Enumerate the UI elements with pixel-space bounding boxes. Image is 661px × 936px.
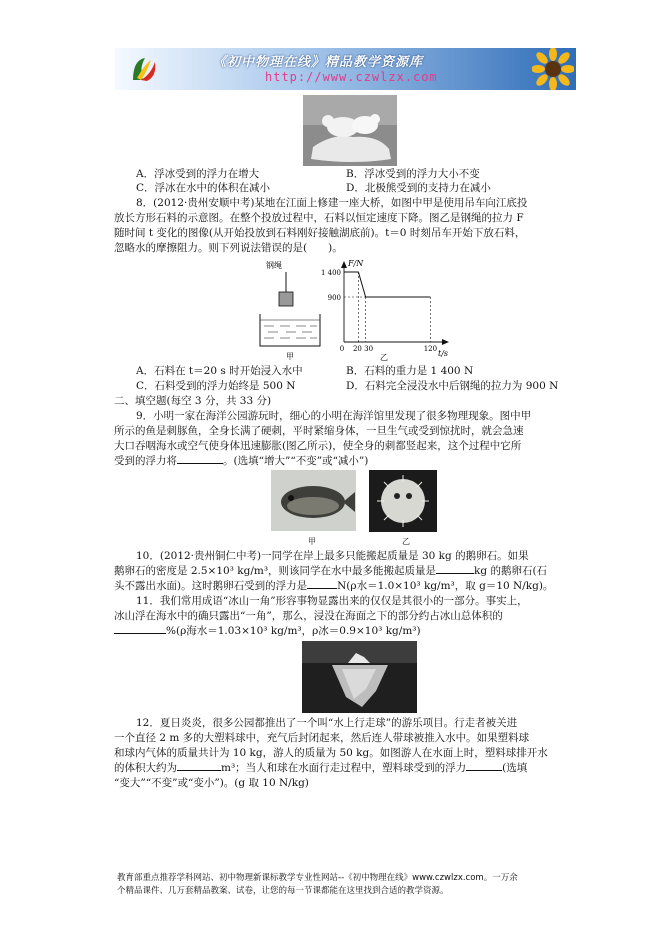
q9-answer-blank[interactable] [177, 463, 223, 464]
force-time-chart [316, 256, 456, 362]
x-tick-label: 0 [339, 345, 345, 353]
force-series-line [344, 272, 430, 297]
q8-line-4: 忽略水的摩擦阻力。则下列说法错误的是( )。 [114, 242, 343, 254]
site-title: 《初中物理在线》精品教学资源库 [213, 55, 424, 70]
q9-fig-jia-label: 甲 [308, 537, 316, 546]
q10-line-3: 头不露出水面)。这时鹅卵石受到的浮力是 N(ρ水＝1.0×10³ kg/m³，取 g＝10 N/kg)。 [114, 580, 554, 592]
x-tick-label: 20 [352, 345, 362, 353]
pufferfish-normal-photo [271, 470, 356, 531]
q8-line-1: 8．(2012·贵州安顺中考)某地在江面上修建一座大桥，如图中甲是使用吊车向江底投 [136, 197, 528, 209]
q11-line-1: 11．我们常用成语“冰山一角”形容事物显露出来的仅仅是其很小的一部分。事实上， [136, 595, 528, 607]
iceberg-photo [302, 641, 417, 713]
q9-line-4: 受到的浮力将 。(选填“增大”“不变”或“减小”) [114, 455, 369, 467]
q11-answer-blank[interactable] [114, 633, 166, 634]
q9-line-2: 所示的鱼是刺豚鱼，全身长满了硬刺，平时紧缩身体，一旦生气或受到惊扰时，就会急速 [114, 425, 524, 437]
x-axis-label: t/s [438, 349, 449, 358]
y-axis-label: F/N [348, 259, 364, 268]
q8-line-2: 放长方形石料的示意图。在整个投放过程中，石料以恒定速度下降。图乙是钢绳的拉力 F [114, 212, 524, 224]
page-footer [117, 872, 557, 898]
q9-line-1: 9．小明一家在海洋公园游玩时，细心的小明在海洋馆里发现了很多物理现象。图中甲 [136, 410, 532, 422]
q12-line-5: “变大”“不变”或“变小”)。(g 取 10 N/kg) [114, 777, 309, 789]
q7-option-b: B．浮冰受到的浮力大小不变 [346, 168, 480, 180]
x-axis-arrow [442, 339, 449, 345]
y-axis-arrow [341, 261, 347, 268]
q8-option-a: A．石料在 t＝20 s 时开始浸入水中 [136, 365, 303, 377]
q12-line-4: 的体积大约为 m³；当人和球在水面行走过程中，塑料球受到的浮力 (选填 [114, 762, 528, 774]
fig-yi-label: 乙 [380, 353, 388, 362]
q8-option-b: B．石料的重力是 1 400 N [346, 365, 474, 377]
y-tick-label: 900 [327, 294, 341, 302]
q12-blank-buoyancy[interactable] [466, 770, 502, 771]
q7-option-d: D．北极熊受到的支持力在减小 [346, 182, 491, 194]
q7-option-c: C．浮冰在水中的体积在减小 [136, 182, 271, 194]
rope-label: 钢绳 [266, 261, 282, 270]
q10-line-2: 鹅卵石的密度是 2.5×10³ kg/m³，则该同学在水中最多能搬起质量是 kg 的鹅卵石(石 [114, 565, 548, 577]
q12-blank-volume[interactable] [177, 770, 221, 771]
header-banner [115, 48, 576, 90]
q10-blank-buoyancy[interactable] [307, 588, 337, 589]
q9-line-3: 大口吞咽海水或空气使身体迅速膨胀(图乙所示)，使全身的刺都竖起来，这个过程中它所 [114, 440, 522, 452]
q10-blank-mass[interactable] [436, 573, 474, 574]
q8-option-c: C．石料受到的浮力始终是 500 N [136, 380, 296, 392]
q11-line-2: 冰山浮在海水中的确只露出“一角”，那么，浸没在海面之下的部分约占冰山总体积的 [114, 610, 503, 622]
footer-line-2: 个精品课件、几万套精品教案、试卷，让您的每一节课都能在这里找到合适的教学资源。 [117, 886, 449, 896]
q7-option-a: A．浮冰受到的浮力在增大 [136, 168, 260, 180]
site-logo-icon [129, 54, 159, 84]
q11-line-3: %(ρ海水＝1.03×10³ kg/m³，ρ冰＝0.9×10³ kg/m³) [114, 625, 421, 638]
sunflower-icon [532, 48, 574, 90]
pufferfish-inflated-photo [369, 470, 437, 532]
q8-line-3: 随时间 t 变化的图像(从开始投放到石料刚好接触湖底前)。t＝0 时刻吊车开始下放石料， [114, 227, 526, 239]
fig-jia-label: 甲 [286, 352, 294, 360]
q9-fig-yi-label: 乙 [402, 537, 410, 546]
q8-option-d: D．石料完全浸没水中后钢绳的拉力为 900 N [346, 380, 559, 392]
footer-line-1: 教育部重点推荐学科网站、初中物理新课标教学专业性网站--《初中物理在线》www.czwlzx.com。一万余 [117, 873, 518, 883]
polar-bear-photo [303, 95, 397, 166]
q10-line-1: 10．(2012·贵州铜仁中考)一同学在岸上最多只能搬起质量是 30 kg 的鹅卵石。如果 [136, 550, 529, 562]
section-heading: 二、填空题(每空 3 分，共 33 分) [114, 395, 272, 407]
x-tick-label: 30 [364, 345, 374, 353]
y-tick-label: 1 400 [320, 269, 341, 277]
site-url[interactable]: http://www.czwlzx.com [265, 70, 438, 84]
q12-line-2: 一个直径 2 m 多的大塑料球中，充气后封闭起来，然后连人带球被推入水中。如果塑料球 [114, 732, 530, 744]
x-tick-label: 120 [423, 345, 438, 353]
q12-line-1: 12．夏日炎炎，很多公园都推出了一个叫“水上行走球”的游乐项目。行走者被关进 [136, 717, 518, 729]
q12-line-3: 和球内气体的质量共计为 10 kg，游人的质量为 50 kg。如图游人在水面上时，塑料球排开水 [114, 747, 548, 759]
